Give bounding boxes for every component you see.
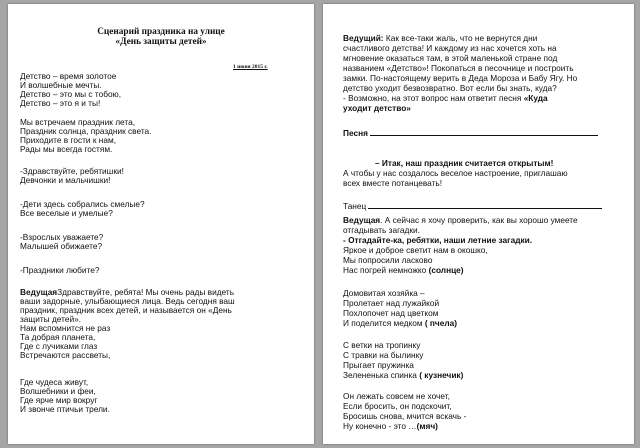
riddle-answer: ( пчела) [424, 318, 457, 328]
speech-line: названием «Детство»! Покопаться в песочнице и построить [343, 63, 574, 73]
speech-line: отгадывать загадки. [343, 225, 420, 235]
poem-line: Приходите в гости к нам, [20, 135, 117, 145]
speaker-name: Ведущая [20, 287, 58, 297]
song-line [343, 128, 598, 138]
blank-line [370, 128, 598, 136]
speech-text: Здравствуйте, ребята! Мы очень рады видеть [57, 287, 235, 297]
riddle-answer: ( кузнечик) [419, 370, 464, 380]
poem-line: Где с лучиками глаз [20, 341, 98, 351]
riddle-line: С ветки на тропинку [343, 340, 421, 350]
speech-text: Как все-таки жаль, что не вернутся дни [385, 33, 538, 43]
speech-line [343, 34, 537, 43]
blank-line [368, 201, 602, 209]
speech-line: мгновение оказаться там, в этой маленькой стране под [343, 53, 558, 63]
speech-text: . А сейчас я хочу проверить, как вы хорошо умеете [380, 215, 578, 225]
speaker-name: Ведущий: [343, 33, 384, 43]
dialog-line: Малышей обижаете? [20, 241, 103, 251]
document-page-left [8, 4, 314, 444]
speech-line: всех вместе потанцевать! [343, 178, 443, 188]
speech-line: праздник, праздник всех детей, и называется он «День [20, 305, 232, 315]
riddle-line: Бросишь снова, мчится вскачь - [343, 411, 467, 421]
riddle-line: Яркое и доброе светит нам в окошко, [343, 245, 488, 255]
document-title: Сценарий праздника на улице [97, 27, 225, 37]
riddle-line: Прыгает пружинка [343, 360, 414, 370]
riddle-line: Пролетает над лужайкой [343, 298, 440, 308]
poem-line: Детство – время золотое [20, 71, 117, 81]
poem-line: Где ярче мир вокруг [20, 395, 98, 405]
poem-line: Детство – это мы с тобою, [20, 89, 122, 99]
speech-line: детство уходит безвозвратно. Вот если бы знать, куда? [343, 83, 557, 93]
riddle-answer: (мяч) [416, 421, 438, 431]
dialog-line: -Взрослых уважаете? [20, 232, 104, 242]
song-label: Песня [343, 128, 368, 138]
riddle-line: Нас погрей немножко (солнце) [343, 265, 464, 275]
song-title: «Куда [523, 93, 548, 103]
riddle-line: И поделится медком ( пчела) [343, 318, 457, 328]
speech-text: - Возможно, на этот вопрос нам ответит песня [343, 93, 522, 103]
poem-line: Рады мы всегда гостям. [20, 144, 113, 154]
song-title: уходит детство» [343, 103, 411, 113]
speaker-name: Ведущая [343, 215, 381, 225]
dance-label: Танец [343, 201, 367, 211]
poem-line: Встречаются рассветы, [20, 350, 111, 360]
riddle-line: Если бросить, он подскочит, [343, 401, 452, 411]
poem-line: Та добрая планета, [20, 332, 96, 342]
poem-line: Где чудеса живут, [20, 377, 89, 387]
poem-line: Детство – это я и ты! [20, 98, 101, 108]
opening-announcement: – Итак, наш праздник считается открытым! [375, 158, 554, 168]
document-subtitle: «День защиты детей» [115, 37, 207, 47]
riddle-line: С травки на былинку [343, 350, 424, 360]
speech-line: А чтобы у нас создалось веселое настроение, приглашаю [343, 168, 568, 178]
dialog-line: -Дети здесь собрались смелые? [20, 199, 145, 209]
speech-line: ваши задорные, улыбающиеся лица. Ведь сегодня ваш [20, 296, 235, 306]
poem-line: Мы встречаем праздник лета, [20, 117, 136, 127]
riddle-intro: - Отгадайте-ка, ребятки, наши летние загадки. [343, 235, 533, 245]
riddle-line: Домовитая хозяйка – [343, 288, 425, 298]
riddle-line: Ну конечно - это …(мяч) [343, 421, 438, 431]
dialog-line: -Праздники любите? [20, 265, 100, 275]
dialog-line: Девчонки и мальчишки! [20, 175, 111, 185]
poem-line: И звонче птичьи трели. [20, 404, 110, 414]
document-date: 1 июня 2015 г. [233, 64, 268, 70]
speech-line [343, 216, 578, 225]
poem-line: И волшебные мечты. [20, 80, 102, 90]
dialog-line: -Здравствуйте, ребятишки! [20, 166, 124, 176]
dialog-line: Все веселые и умелые? [20, 208, 113, 218]
poem-line: Праздник солнца, праздник света. [20, 126, 152, 136]
document-page-right [323, 4, 634, 444]
riddle-answer: (солнце) [428, 265, 464, 275]
riddle-line: Мы попросили ласково [343, 255, 433, 265]
poem-line: Волшебники и феи, [20, 386, 96, 396]
speech-line [343, 94, 548, 103]
riddle-line: Он лежать совсем не хочет, [343, 391, 450, 401]
riddle-line: Зелененька спинка ( кузнечик) [343, 370, 464, 380]
poem-line: Нам вспомнится не раз [20, 323, 111, 333]
speech-line: замки. По-настоящему верить в Деда Мороза и Бабу Ягу. Но [343, 73, 578, 83]
speech-line: счастливого детства! И каждому из нас хочется хоть на [343, 43, 557, 53]
dance-line [343, 201, 602, 211]
speech-line: защиты детей». [20, 314, 82, 324]
riddle-line: Похлопочет над цветком [343, 308, 439, 318]
